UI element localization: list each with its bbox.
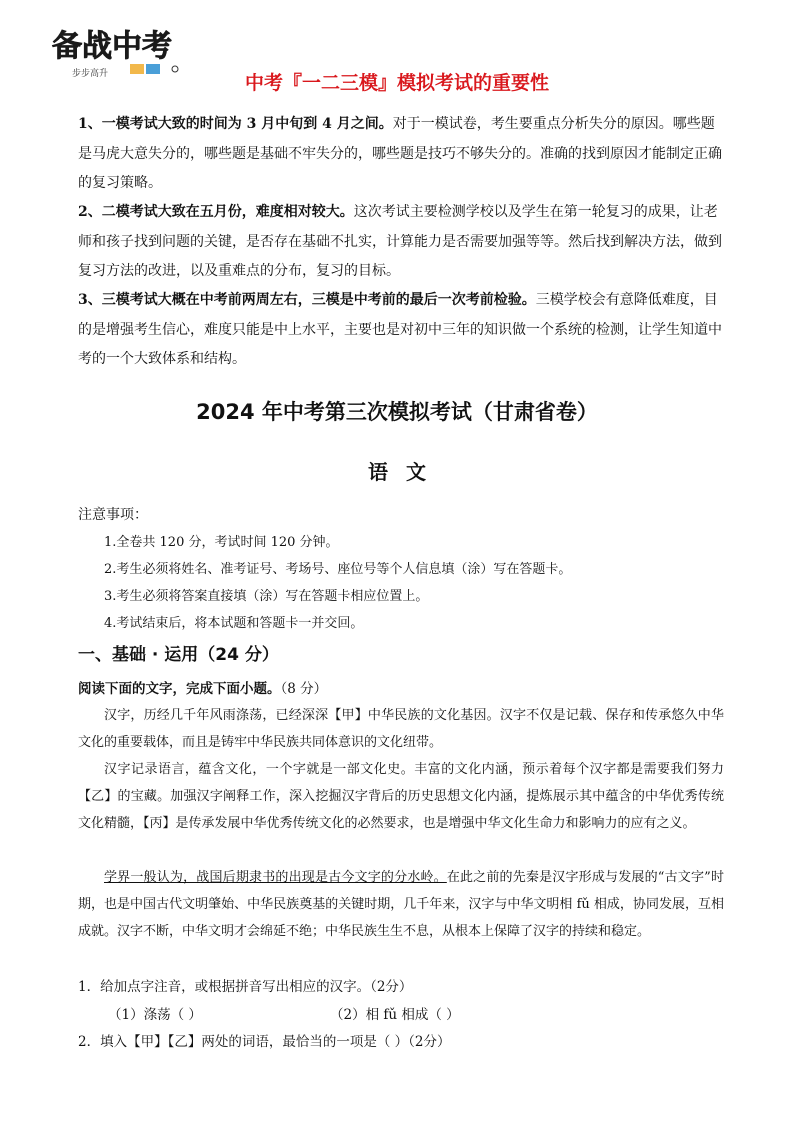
intro-1-bold: 1、一模考试大致的时间为 3 月中旬到 4 月之间。 <box>78 116 393 132</box>
intro-paragraph-1 <box>78 110 726 199</box>
intro-2-bold: 2、二模考试大致在五月份，难度相对较大。 <box>78 204 354 220</box>
exam-title: 2024 年中考第三次模拟考试（甘肃省卷） <box>196 400 598 424</box>
question-2: 2．填入【甲】【乙】两处的词语，最恰当的一项是（ ）（2分） <box>78 1034 451 1050</box>
intro-paragraph-2 <box>78 198 726 287</box>
notice-item: 2.考生必须将姓名、准考证号、考场号、座位号等个人信息填（涂）写在答题卡。 <box>104 562 572 577</box>
intro-paragraph-3 <box>78 286 726 375</box>
underlined-sentence: 学界一般认为，战国后期隶书的出现是古今文字的分水岭。 <box>104 870 447 885</box>
question-1: 1．给加点字注音，或根据拼音写出相应的汉字。（2分） <box>78 979 413 995</box>
reading-prompt <box>78 677 327 697</box>
notice-item: 1.全卷共 120 分，考试时间 120 分钟。 <box>104 535 339 550</box>
logo-tagline: 步步高升 <box>72 69 109 79</box>
intro-3-text: 三模学校会有意降低难度，目的是增强考生信心，难度只能是中上水平，主要也是对初中三年的知识做一个系统的检测，让学生知道中考的一个大致体系和结构。 <box>78 292 722 367</box>
question-1-part-1: （1）涤荡（ ） <box>108 1007 202 1023</box>
passage-paragraph-2: 汉字记录语言，蕴含文化，一个字就是一部文化史。丰富的文化内涵，预示着每个汉字都是需要我们努力【乙】的宝藏。加强汉字阐释工作，深入挖掘汉字背后的历史思想文化内涵，提炼展示其中蕴含的中华优秀传统文化精髓，【丙】是传承发展中华优秀传统文化的必然要求，也是增强中华文化生命力和影响力的应有之义。 <box>78 762 724 831</box>
notice-heading: 注意事项： <box>78 507 148 523</box>
intro-3-bold: 3、三模考试大概在中考前两周左右，三模是中考前的最后一次考前检验。 <box>78 292 536 308</box>
passage-3-rest: 在此之前的先秦是汉字形成与发展的“古文字”时期，也是中国古代文明肇始、中华民族奠基的关键时期，几千年来，汉字与中华文明相 fǔ 相成，协同发展，互相成就。汉字不断，中华文明才会绵延不绝；中华民族生生不息，从根本上保障了汉字的持续和稳定。 <box>78 870 724 939</box>
page-title: 中考『一二三模』模拟考试的重要性 <box>244 72 549 94</box>
section-heading: 一、基础 · 运用（24 分） <box>78 645 279 665</box>
passage-paragraph-1: 汉字，历经几千年风雨涤荡，已经深深【甲】中华民族的文化基因。汉字不仅是记载、保存和传承悠久中华文化的重要载体，而且是铸牢中华民族共同体意识的文化纽带。 <box>78 708 724 750</box>
passage-paragraph-3 <box>78 864 724 945</box>
exam-subject: 语文 <box>368 460 444 484</box>
logo-text: 备战中考 <box>52 29 172 64</box>
notice-item: 3.考生必须将答案直接填（涂）写在答题卡相应位置上。 <box>104 589 429 604</box>
reading-prompt-score: （8 分） <box>280 681 328 697</box>
question-1-part-2: （2）相 fǔ 相成（ ） <box>330 1007 460 1023</box>
intro-2-text: 这次考试主要检测学校以及学生在第一轮复习的成果，让老师和孩子找到问题的关键，是否存在基础不扎实，计算能力是否需要加强等等。然后找到解决方法，做到复习方法的改进，以及重难点的分布，复习的目标。 <box>78 204 722 279</box>
intro-1-text: 对于一模试卷，考生要重点分析失分的原因。哪些题是马虎大意失分的，哪些题是基础不牢失分的，哪些题是技巧不够失分的。准确的找到原因才能制定正确的复习策略。 <box>78 116 722 191</box>
reading-prompt-text: 阅读下面的文字，完成下面小题。 <box>78 681 281 697</box>
notice-item: 4.考试结束后，将本试题和答题卡一并交回。 <box>104 616 364 631</box>
